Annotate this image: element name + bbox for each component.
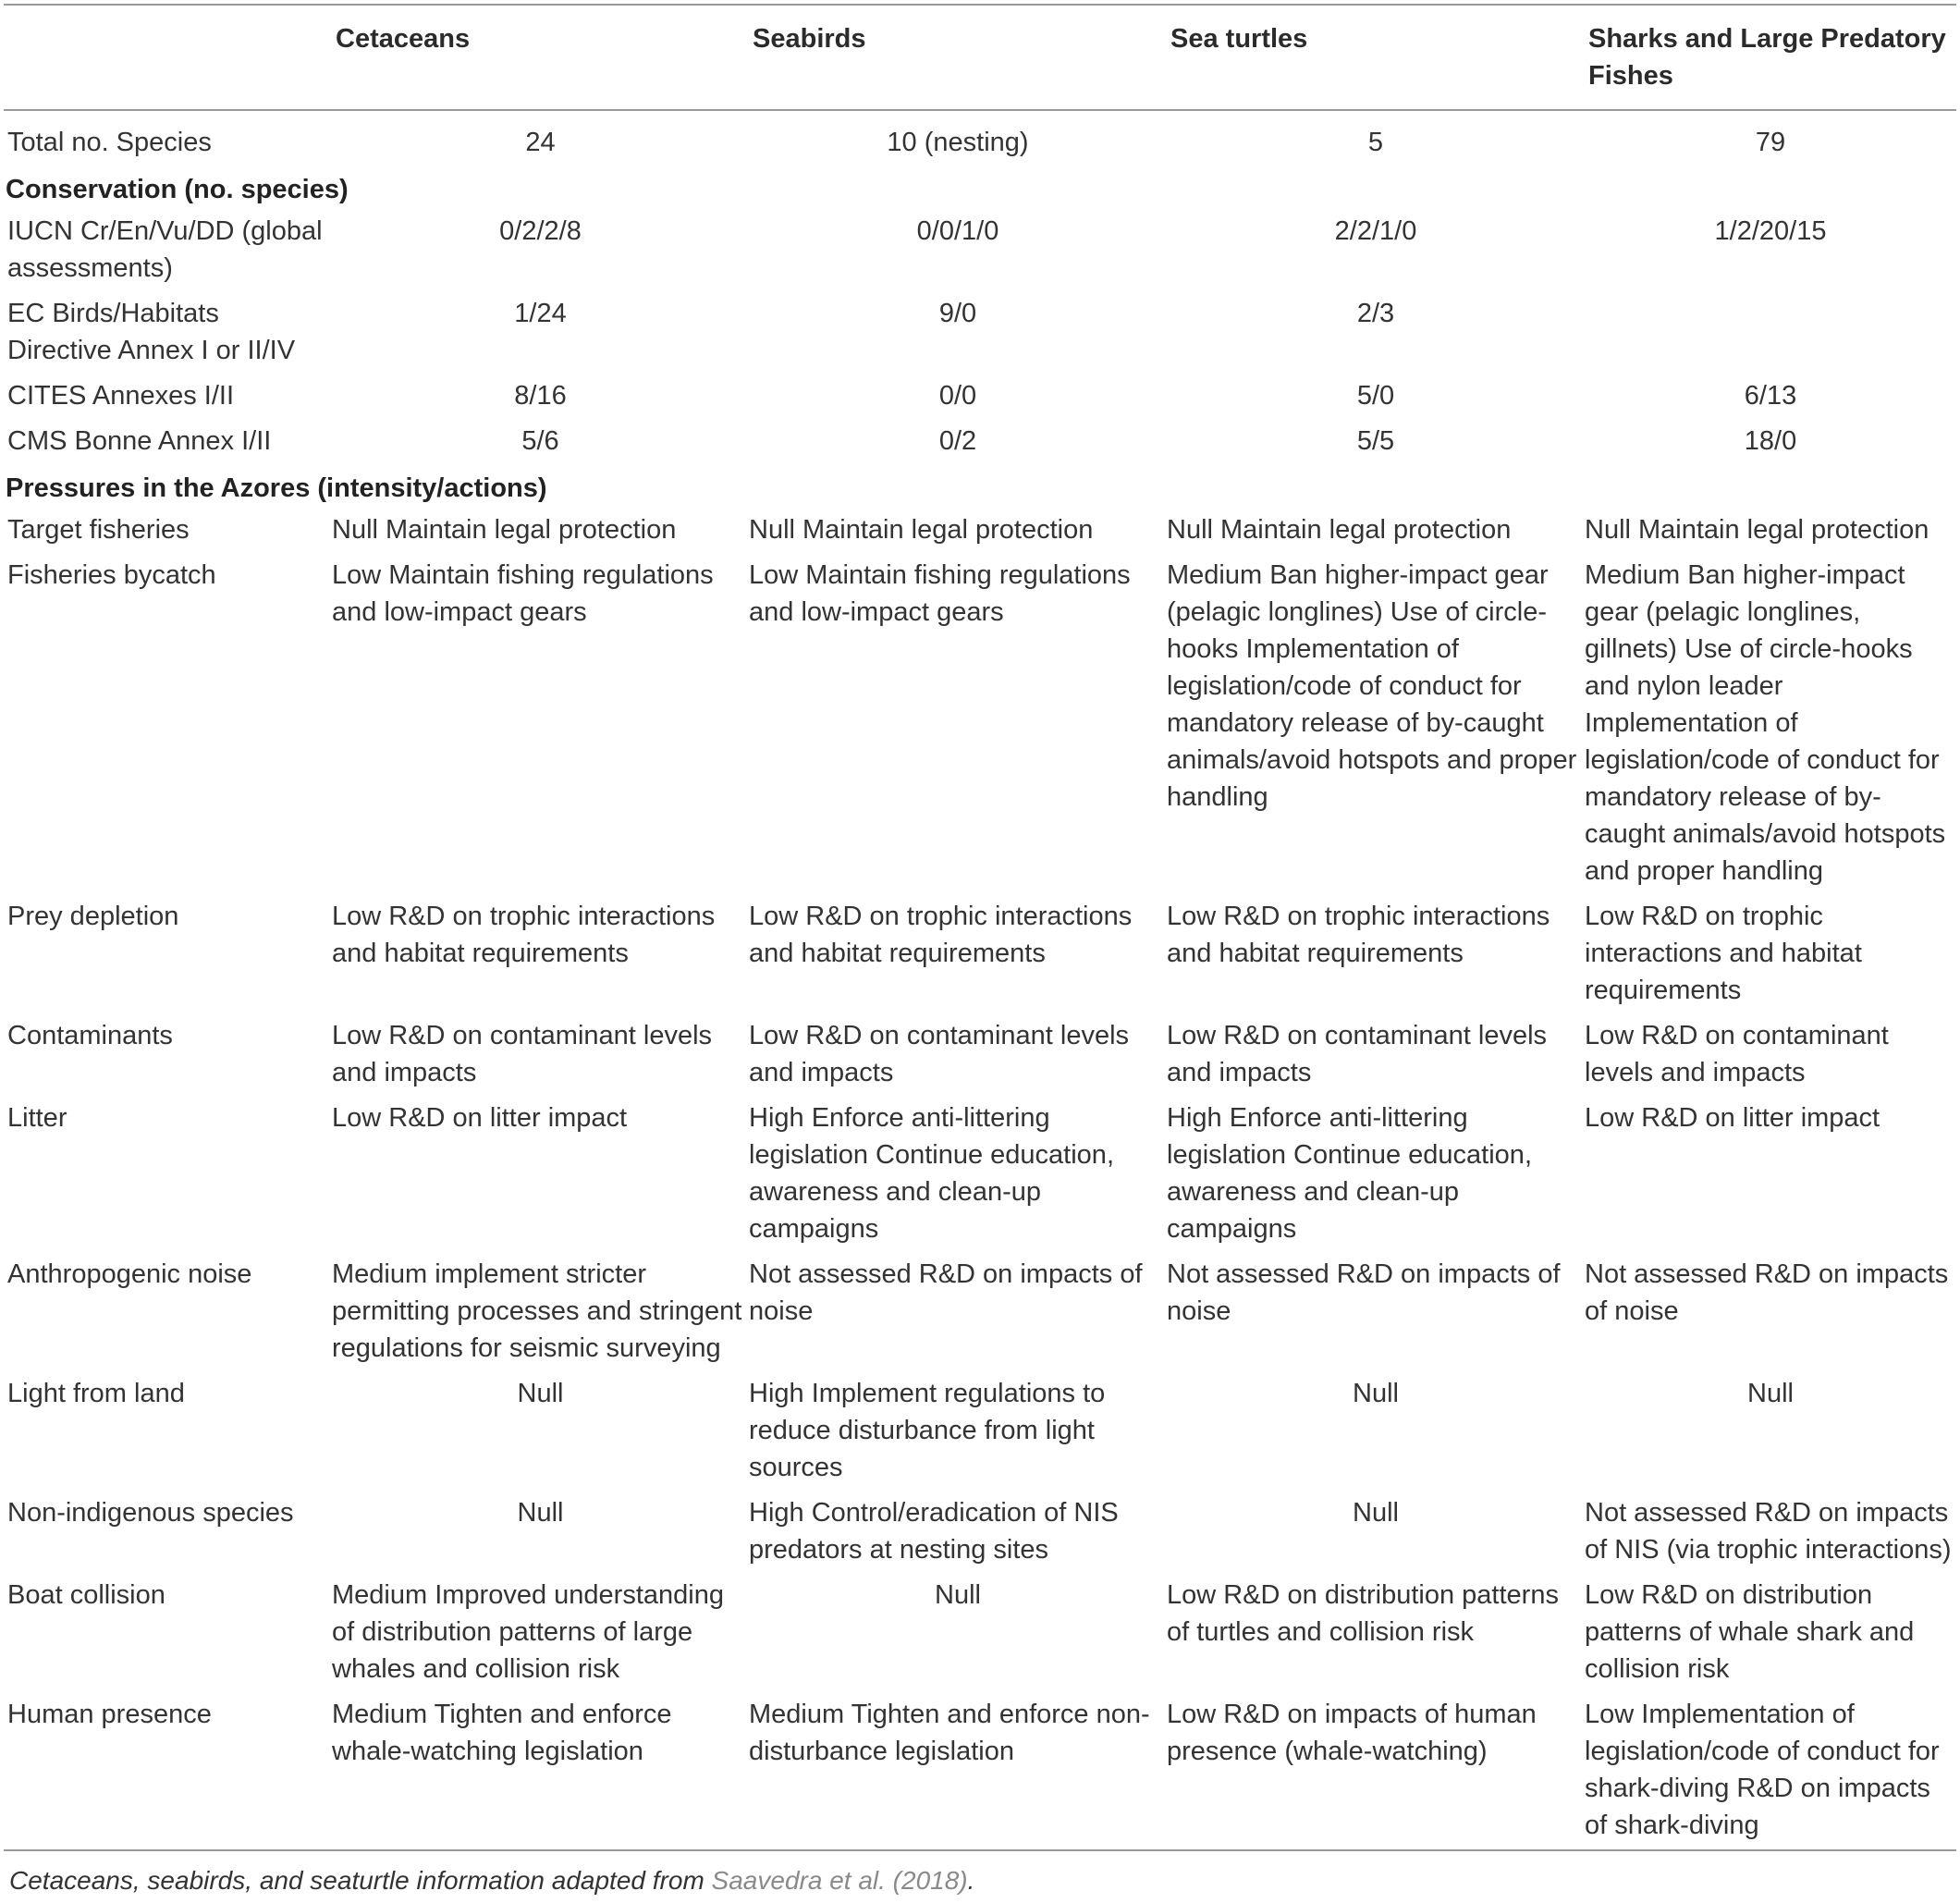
- cell-cetaceans: Low Maintain fishing regulations and low-impact gears: [332, 560, 714, 627]
- cell-sea-turtles: 2/3: [1356, 299, 1395, 328]
- cell-sharks: Not assessed R&D on impacts of NIS (via trophic interactions): [1585, 1498, 1952, 1565]
- cell-seabirds: Null Maintain legal protection: [749, 515, 1094, 545]
- table-header-row: [4, 5, 1956, 110]
- cell-sharks: Medium Ban higher-impact gear (pelagic longlines, gillnets) Use of circle-hooks and nylon leader Implementation of legislation/code of conduct for mandatory release of by-caught animals/avoid hotspots and proper handling: [1585, 560, 1946, 886]
- table-row: [4, 896, 1956, 1015]
- section-heading-pressures: Pressures in the Azores (intensity/actions): [6, 473, 547, 503]
- cell-sea-turtles: Null: [1353, 1379, 1399, 1408]
- row-label: Contaminants: [7, 1021, 173, 1050]
- cell-seabirds: 0/0: [938, 381, 977, 411]
- cell-seabirds: High Enforce anti-littering legislation Continue education, awareness and clean-up campaigns: [749, 1103, 1114, 1244]
- cell-sharks: Low Implementation of legislation/code of conduct for shark-diving R&D on impacts of shark-diving: [1585, 1694, 1956, 1850]
- table-row: [4, 1254, 1956, 1373]
- table-row: [4, 110, 1956, 167]
- cell-cetaceans: Null Maintain legal protection: [332, 515, 677, 545]
- header-cetaceans: Cetaceans: [332, 5, 749, 110]
- table-row: [4, 211, 1956, 293]
- header-empty: [4, 5, 332, 110]
- row-label: Litter: [7, 1103, 67, 1133]
- cell-seabirds: High Implement regulations to reduce disturbance from light sources: [749, 1379, 1106, 1482]
- row-label: Boat collision: [7, 1580, 165, 1610]
- table-row: [4, 1694, 1956, 1850]
- header-seabirds: Seabirds: [749, 5, 1167, 110]
- row-label: Non-indigenous species: [7, 1498, 294, 1528]
- cell-sharks: Not assessed R&D on impacts of noise: [1585, 1259, 1949, 1326]
- cell-sharks: Low R&D on trophic interactions and habitat requirements: [1585, 902, 1862, 1005]
- section-row: [4, 466, 1956, 510]
- table-row: [4, 555, 1956, 896]
- row-label: CITES Annexes I/II: [7, 381, 234, 411]
- row-label: EC Birds/Habitats Directive Annex I or II/IV: [7, 299, 296, 365]
- cell-sea-turtles: Low R&D on impacts of human presence (whale-watching): [1167, 1694, 1585, 1850]
- row-label: Human presence: [4, 1694, 332, 1850]
- footnote-end: .: [967, 1866, 975, 1895]
- row-label: Light from land: [7, 1379, 185, 1408]
- table-row: [4, 1373, 1956, 1492]
- cell-seabirds: High Control/eradication of NIS predators at nesting sites: [749, 1498, 1119, 1565]
- cell-sea-turtles: Null: [1353, 1498, 1399, 1528]
- cell-sharks: Low R&D on litter impact: [1585, 1103, 1880, 1133]
- cell-cetaceans: Low R&D on trophic interactions and habitat requirements: [332, 902, 716, 968]
- cell-sea-turtles: Null Maintain legal protection: [1167, 515, 1512, 545]
- cell-sea-turtles: 2/2/1/0: [1334, 216, 1417, 246]
- cell-sharks: 18/0: [1744, 426, 1797, 456]
- row-label: IUCN Cr/En/Vu/DD (global assessments): [7, 216, 323, 283]
- cell-sharks: Null Maintain legal protection: [1585, 515, 1929, 545]
- row-label: Target fisheries: [7, 515, 190, 545]
- cell-sharks: Null: [1747, 1379, 1794, 1408]
- cell-cetaceans: Null: [517, 1498, 564, 1528]
- cell-sea-turtles: 5/5: [1356, 426, 1395, 456]
- cell-sharks: 1/2/20/15: [1714, 216, 1827, 246]
- table-row: [4, 510, 1956, 555]
- cell-cetaceans: Low R&D on litter impact: [332, 1103, 628, 1133]
- table-row: [4, 1098, 1956, 1254]
- row-label: Prey depletion: [7, 902, 179, 931]
- cell-cetaceans: Medium implement stricter permitting processes and stringent regulations for seismic surveying: [332, 1259, 742, 1363]
- cell-seabirds: Medium Tighten and enforce non-disturbance legislation: [749, 1694, 1167, 1850]
- species-pressures-table: [4, 4, 1956, 1851]
- row-label: CMS Bonne Annex I/II: [7, 426, 272, 456]
- table-row: [4, 421, 1956, 466]
- cell-seabirds: Not assessed R&D on impacts of noise: [749, 1259, 1143, 1326]
- section-heading-conservation: Conservation (no. species): [6, 175, 349, 204]
- header-sharks: Sharks and Large Predatory Fishes: [1585, 5, 1956, 110]
- row-label: Fisheries bycatch: [7, 560, 216, 590]
- cell-sea-turtles: Medium Ban higher-impact gear (pelagic longlines) Use of circle-hooks Implementation of legislation/code of conduct for mandatory release of by-caught animals/avoid hotspots and proper handling: [1167, 560, 1577, 812]
- table-row: [4, 375, 1956, 421]
- table-row: [4, 293, 1956, 375]
- cell-cetaceans: Low R&D on contaminant levels and impacts: [332, 1021, 713, 1087]
- cell-sharks: [1585, 293, 1956, 375]
- table-row: [4, 1492, 1956, 1575]
- cell-sea-turtles: 5/0: [1356, 381, 1395, 411]
- cell-cetaceans: 5/6: [521, 426, 559, 456]
- cell-cetaceans: 0/2/2/8: [499, 216, 582, 246]
- cell-seabirds: Low R&D on trophic interactions and habitat requirements: [749, 902, 1133, 968]
- row-label: Anthropogenic noise: [7, 1259, 252, 1289]
- cell-sea-turtles: Not assessed R&D on impacts of noise: [1167, 1259, 1561, 1326]
- cell-seabirds: Null: [935, 1580, 981, 1610]
- cell-sea-turtles: Low R&D on contaminant levels and impacts: [1167, 1021, 1548, 1087]
- table-row: [4, 1015, 1956, 1098]
- table-footnote: [9, 1864, 974, 1897]
- cell-sharks: 6/13: [1744, 381, 1797, 411]
- cell-sharks: Low R&D on distribution patterns of whale shark and collision risk: [1585, 1580, 1915, 1684]
- cell-seabirds: Low R&D on contaminant levels and impacts: [749, 1021, 1130, 1087]
- cell-seabirds: 0/0/1/0: [916, 216, 999, 246]
- section-row: [4, 167, 1956, 211]
- cell-cetaceans: Null: [517, 1379, 564, 1408]
- cell-seabirds: 0/2: [938, 426, 977, 456]
- cell-sea-turtles: High Enforce anti-littering legislation Continue education, awareness and clean-up campaigns: [1167, 1103, 1532, 1244]
- cell-cetaceans: 1/24: [514, 299, 567, 328]
- cell-cetaceans: Medium Improved understanding of distribution patterns of large whales and collision risk: [332, 1580, 724, 1684]
- row-label: Total no. Species: [7, 128, 212, 157]
- cell-sea-turtles: Low R&D on trophic interactions and habitat requirements: [1167, 902, 1550, 968]
- table-row: [4, 1575, 1956, 1694]
- cell-sea-turtles: 5: [1367, 128, 1384, 157]
- cell-seabirds: Low Maintain fishing regulations and low-impact gears: [749, 560, 1131, 627]
- cell-cetaceans: 24: [525, 128, 556, 157]
- cell-sharks: Low R&D on contaminant levels and impacts: [1585, 1021, 1889, 1087]
- cell-seabirds: 9/0: [938, 299, 977, 328]
- cell-sharks: 79: [1755, 128, 1786, 157]
- footnote-text: Cetaceans, seabirds, and seaturtle information adapted from: [9, 1866, 712, 1895]
- citation-link[interactable]: Saavedra et al. (2018): [711, 1866, 968, 1895]
- cell-sea-turtles: Low R&D on distribution patterns of turtles and collision risk: [1167, 1580, 1559, 1647]
- cell-cetaceans: Medium Tighten and enforce whale-watching legislation: [332, 1694, 749, 1850]
- header-sea-turtles: Sea turtles: [1167, 5, 1585, 110]
- cell-cetaceans: 8/16: [514, 381, 567, 411]
- cell-seabirds: 10 (nesting): [887, 128, 1029, 157]
